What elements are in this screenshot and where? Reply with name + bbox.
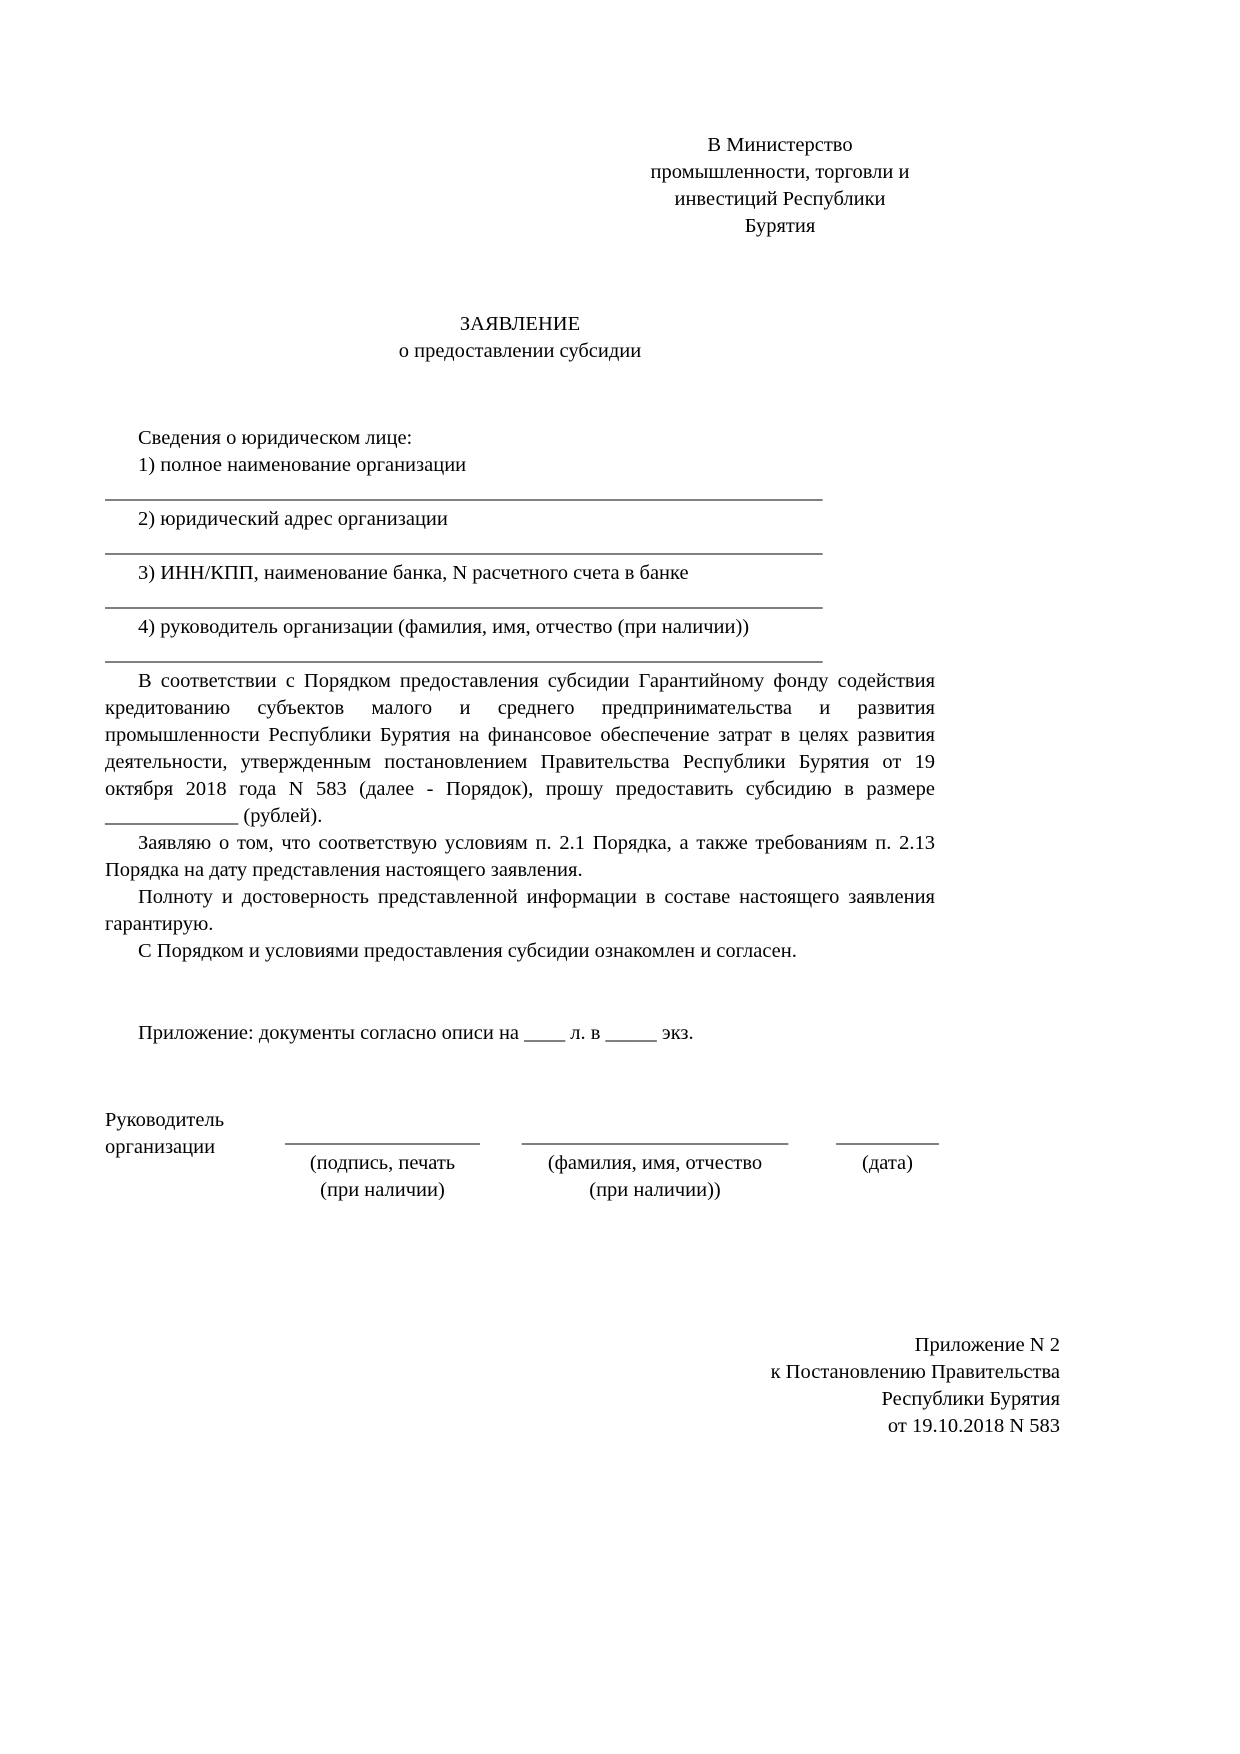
attachment-line: Приложение: документы согласно описи на ____ л. в _____ экз. <box>138 1022 694 1044</box>
appendix-reference <box>105 1332 1060 1440</box>
appendix-line: от 19.10.2018 N 583 <box>887 1415 1060 1437</box>
fill-line: ______________________________________________________________________ <box>105 589 823 611</box>
fill-line: ______________________________________________________________________ <box>105 481 823 503</box>
addressee-line: Бурятия <box>744 215 816 237</box>
signature-line: __________________________ <box>521 1125 789 1147</box>
signature-caption: (фамилия, имя, отчество <box>547 1152 763 1174</box>
addressee-block <box>105 132 935 240</box>
appendix-line: Республики Бурятия <box>881 1388 1060 1410</box>
fill-line: ______________________________________________________________________ <box>105 643 823 665</box>
appendix-line: к Постановлению Правительства <box>770 1361 1060 1383</box>
signature-block <box>105 1107 1240 1204</box>
addressee-line: инвестиций Республики <box>674 188 886 210</box>
body-paragraph: В соответствии с Порядком предоставления субсидии Гарантийному фонду содействия кредитованию субъектов малого и среднего предпринимательства и развития промышленности Республики Бурятия на финансовое обеспечение затрат в целях развития деятельности, утвержденным постановлением Правительства Республики Бурятия от 19 октября 2018 года N 583 (далее - Порядок), прошу предоставить субсидию в размере _____________ (рублей). <box>105 670 935 827</box>
legal-entity-intro: Сведения о юридическом лице: <box>138 427 413 449</box>
addressee-inner <box>625 132 935 240</box>
title-block <box>105 311 935 365</box>
addressee-line: В Министерство <box>707 134 853 156</box>
signature-column-name <box>520 1107 790 1204</box>
signature-caption: (подпись, печать <box>309 1152 456 1174</box>
signature-column-date <box>835 1107 940 1177</box>
signature-role-line: Руководитель <box>105 1109 225 1131</box>
signature-role <box>105 1107 285 1161</box>
form-item-label: 2) юридический адрес организации <box>138 508 448 530</box>
signature-role-line: организации <box>105 1136 216 1158</box>
form-item-label: 1) полное наименование организации <box>138 454 467 476</box>
signature-caption: (при наличии) <box>320 1179 445 1201</box>
signature-line: __________ <box>836 1125 939 1147</box>
addressee-line: промышленности, торговли и <box>650 161 910 183</box>
document-subtitle: о предоставлении субсидии <box>398 340 642 362</box>
body-paragraph: С Порядком и условиями предоставления субсидии ознакомлен и согласен. <box>138 940 797 962</box>
signature-column-sign <box>285 1107 480 1204</box>
appendix-line: Приложение N 2 <box>914 1334 1060 1356</box>
fill-line: ______________________________________________________________________ <box>105 535 823 557</box>
document-body <box>105 425 935 965</box>
form-item-label: 3) ИНН/КПП, наименование банка, N расчетного счета в банке <box>138 562 689 584</box>
signature-line: ___________________ <box>285 1125 480 1147</box>
body-paragraph: Заявляю о том, что соответствую условиям п. 2.1 Порядка, а также требованиям п. 2.13 Порядка на дату представления настоящего заявления. <box>105 832 935 881</box>
body-paragraph: Полноту и достоверность представленной информации в составе настоящего заявления гарантирую. <box>105 886 935 935</box>
signature-caption: (дата) <box>862 1152 913 1174</box>
form-item-label: 4) руководитель организации (фамилия, имя, отчество (при наличии)) <box>138 616 750 638</box>
signature-caption: (при наличии)) <box>589 1179 721 1201</box>
document-title: ЗАЯВЛЕНИЕ <box>459 313 581 335</box>
